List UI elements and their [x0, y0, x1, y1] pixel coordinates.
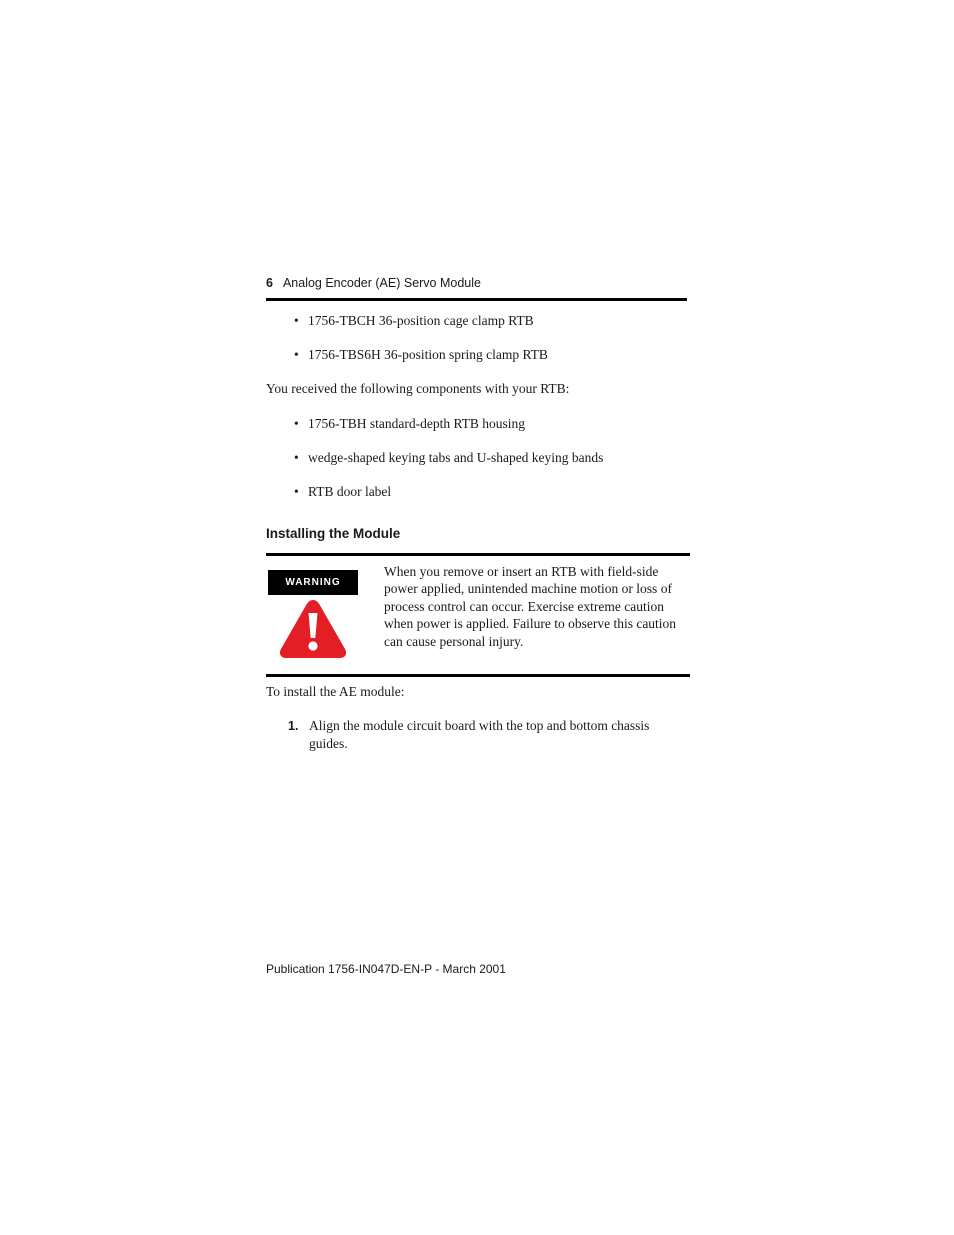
list-item [294, 313, 534, 329]
step-number: 1. [288, 719, 299, 733]
list-item-text: RTB door label [308, 484, 392, 499]
header-rule [266, 298, 687, 301]
install-intro: To install the AE module: [266, 684, 405, 699]
warning-text [384, 563, 684, 650]
bullet-icon: • [294, 347, 299, 362]
list-item-text: 1756-TBH standard-depth RTB housing [308, 416, 526, 431]
warning-line: process control can occur. Exercise extreme caution [384, 598, 664, 614]
warning-line: when power is applied. Failure to observe this caution [384, 616, 677, 632]
list-item [294, 347, 548, 363]
warning-line: can cause personal injury. [384, 633, 524, 649]
page-number: 6 [266, 276, 273, 290]
section-title: Installing the Module [266, 526, 401, 541]
publication-footer: Publication 1756-IN047D-EN-P - March 2001 [266, 962, 506, 976]
list-item [294, 450, 603, 466]
page-header [266, 276, 481, 290]
warning-badge: WARNING [268, 570, 358, 595]
header-title: Analog Encoder (AE) Servo Module [282, 276, 481, 290]
list-item-text: wedge-shaped keying tabs and U-shaped keying bands [308, 450, 604, 465]
step-text [309, 717, 679, 753]
list-item-text: 1756-TBCH 36-position cage clamp RTB [308, 313, 534, 328]
warning-line: power applied, unintended machine motion or loss of [384, 581, 672, 597]
list-item [294, 416, 525, 432]
list-item [294, 484, 391, 500]
bullet-icon: • [294, 313, 299, 328]
components-intro: You received the following components with your RTB: [266, 381, 570, 396]
warning-line: When you remove or insert an RTB with field-side [384, 564, 659, 579]
bullet-icon: • [294, 484, 299, 499]
step-line: guides. [309, 736, 348, 751]
warning-top-rule [266, 553, 690, 556]
warning-exclamation-triangle-icon [277, 596, 349, 662]
list-item-text: 1756-TBS6H 36-position spring clamp RTB [308, 347, 548, 362]
step-line: Align the module circuit board with the top and bottom chassis [309, 718, 650, 733]
warning-bottom-rule [266, 674, 690, 677]
bullet-icon: • [294, 416, 299, 431]
bullet-icon: • [294, 450, 299, 465]
